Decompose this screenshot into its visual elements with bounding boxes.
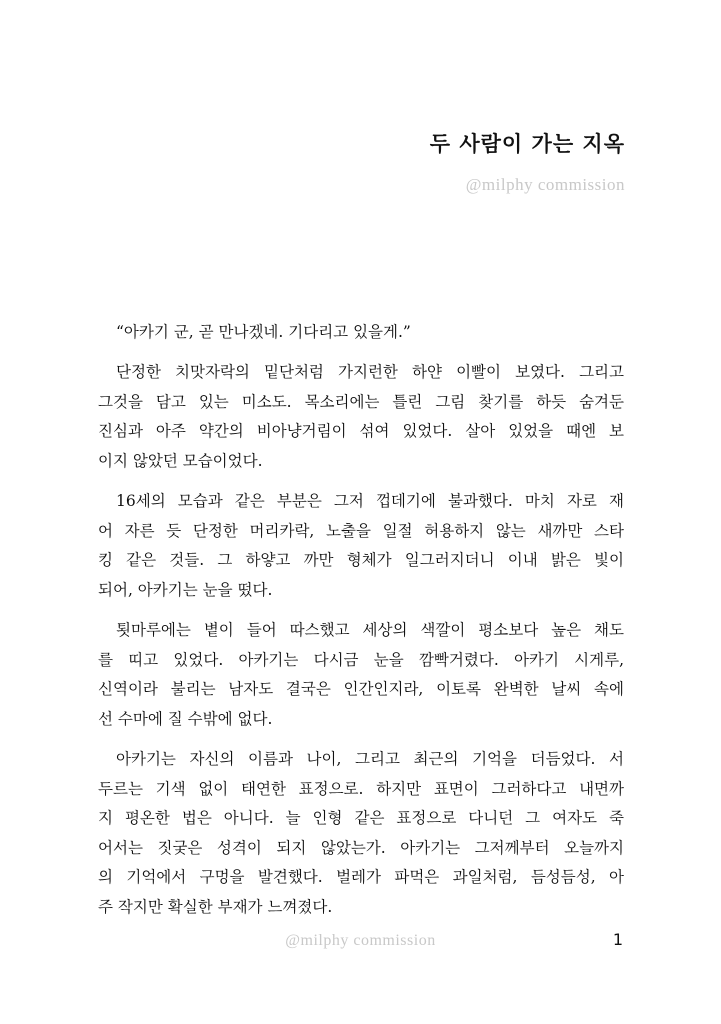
paragraph-line: 주 작지만 확실한 부재가 느껴졌다. (98, 897, 333, 916)
commission-watermark-bottom: @milphy commission (285, 932, 436, 949)
paragraph-line: 두르는 기색 없이 태연한 표정으로. 하지만 표면이 그러하다고 내면까 (98, 779, 624, 798)
paragraph (98, 487, 624, 605)
paragraph-line: 아카기는 자신의 이름과 나이, 그리고 최근의 기억을 더듬었다. 서 (116, 750, 624, 768)
paragraph-line: 그것을 담고 있는 미소도. 목소리에는 틀린 그림 찾기를 하듯 숨겨둔 (98, 392, 624, 411)
paragraph-line: 신역이라 불리는 남자도 결국은 인간인지라, 이토록 완벽한 날씨 속에 (98, 680, 624, 698)
paragraph-line: 이지 않았던 모습이었다. (98, 451, 263, 470)
opening-quote: “아카기 군, 곧 만나겠네. 기다리고 있을게.” (116, 323, 411, 341)
commission-watermark-top: @milphy commission (465, 175, 625, 194)
paragraph-line: 선 수마에 질 수밖에 없다. (98, 709, 273, 728)
paragraphs (98, 358, 624, 922)
paragraph-line: 를 띠고 있었다. 아카기는 다시금 눈을 깜빡거렸다. 아카기 시게루, (98, 650, 624, 669)
paragraph-line: 진심과 아주 약간의 비아냥거림이 섞여 있었다. 살아 있었을 때엔 보 (98, 422, 624, 440)
paragraph (98, 745, 624, 922)
paragraph-line: 단정한 치맛자락의 밑단처럼 가지런한 하얀 이빨이 보였다. 그리고 (116, 363, 624, 381)
paragraph-line: 16세의 모습과 같은 부분은 그저 껍데기에 불과했다. 마치 자로 재 (116, 492, 624, 510)
paragraph-line: 킹 같은 것들. 그 하얗고 까만 형체가 일그러지더니 이내 밝은 빛이 (98, 551, 624, 569)
paragraph (98, 358, 624, 476)
paragraph-line: 지 평온한 법은 아니다. 늘 인형 같은 표정으로 다니던 그 여자도 죽 (98, 809, 624, 827)
page-title: 두 사람이 가는 지옥 (429, 132, 625, 156)
paragraph-line: 어 자른 듯 단정한 머리카락, 노출을 일절 허용하지 않는 새까만 스타 (98, 521, 624, 540)
paragraph-line: 의 기억에서 구멍을 발견했다. 벌레가 파먹은 과일처럼, 듬성듬성, 아 (98, 868, 624, 886)
paragraph-line: 되어, 아카기는 눈을 떴다. (98, 580, 273, 599)
body-text (98, 318, 624, 933)
paragraph-line: 어서는 짓궂은 성격이 되지 않았는가. 아카기는 그저께부터 오늘까지 (98, 838, 624, 857)
paragraph (98, 616, 624, 734)
paragraph-line: 툇마루에는 볕이 들어 따스했고 세상의 색깔이 평소보다 높은 채도 (116, 621, 624, 639)
page-number: 1 (612, 930, 623, 949)
